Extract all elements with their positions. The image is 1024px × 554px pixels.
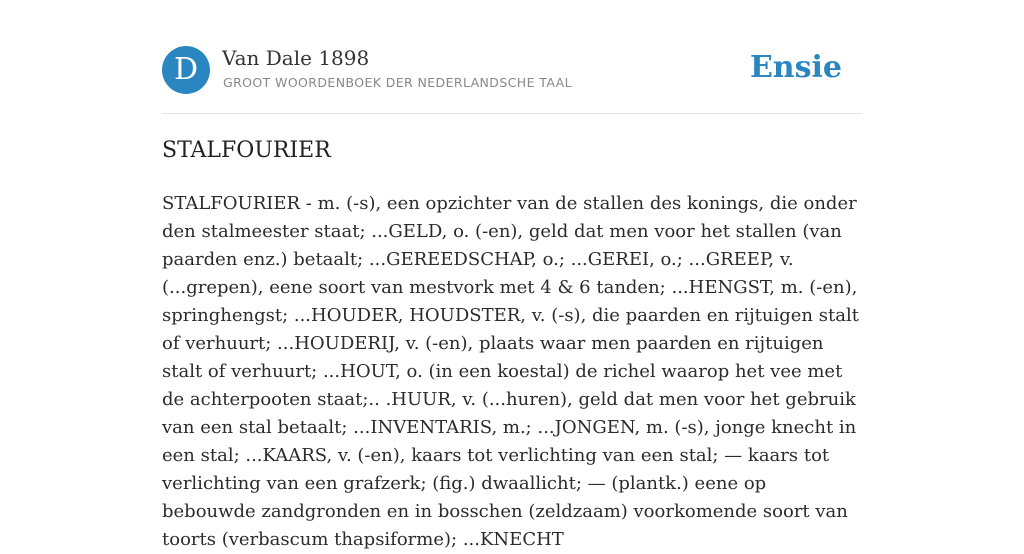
entry-definition: STALFOURIER - m. (-s), een opzichter van de stallen des konings, die onder den stalmeester staat; ...GELD, o. (-en), geld dat men voor het stallen (van paarden enz.) betaalt; ...GEREEDSCHAP, o.; ...GEREI, o.; ...GREEP, v. (...grepen), eene soort van mestvork met 4 & 6 tanden; ...HENGST, m. (-en), springhengst; ...HOUDER, HOUDSTER, v. (-s), die paarden en rijtuigen stalt of verhuurt; ...HOUDERIJ, v. (-en), plaats waar men paarden en rijtuigen stalt of verhuurt; ...HOUT, o. (in een koestal) de richel waarop het vee met de achterpooten staat;.. .HUUR, v. (...huren), geld dat men voor het gebruik van een stal betaalt; ...INVENTARIS, m.; ...JONGEN, m. (-s), jonge knecht in een stal; ...KAARS, v. (-en), kaars tot verlichting van een stal; — kaars tot verlichting van een grafzerk; (fig.) dwaallicht; — (plantk.) eene op bebouwde zandgronden en in bosschen (zeldzaam) voorkomende soort van toorts (verbascum thapsiforme); ...KNECHT	[162, 193, 859, 550]
source-title[interactable]: Van Dale 1898	[222, 46, 370, 70]
header	[162, 46, 862, 96]
source-subtitle: GROOT WOORDENBOEK DER NEDERLANDSCHE TAAL	[223, 75, 572, 90]
brand-logo[interactable]: Ensie	[749, 50, 842, 85]
header-divider	[162, 113, 862, 114]
entry-headword: STALFOURIER	[162, 138, 331, 163]
dictionary-logo[interactable]: D	[162, 46, 210, 94]
